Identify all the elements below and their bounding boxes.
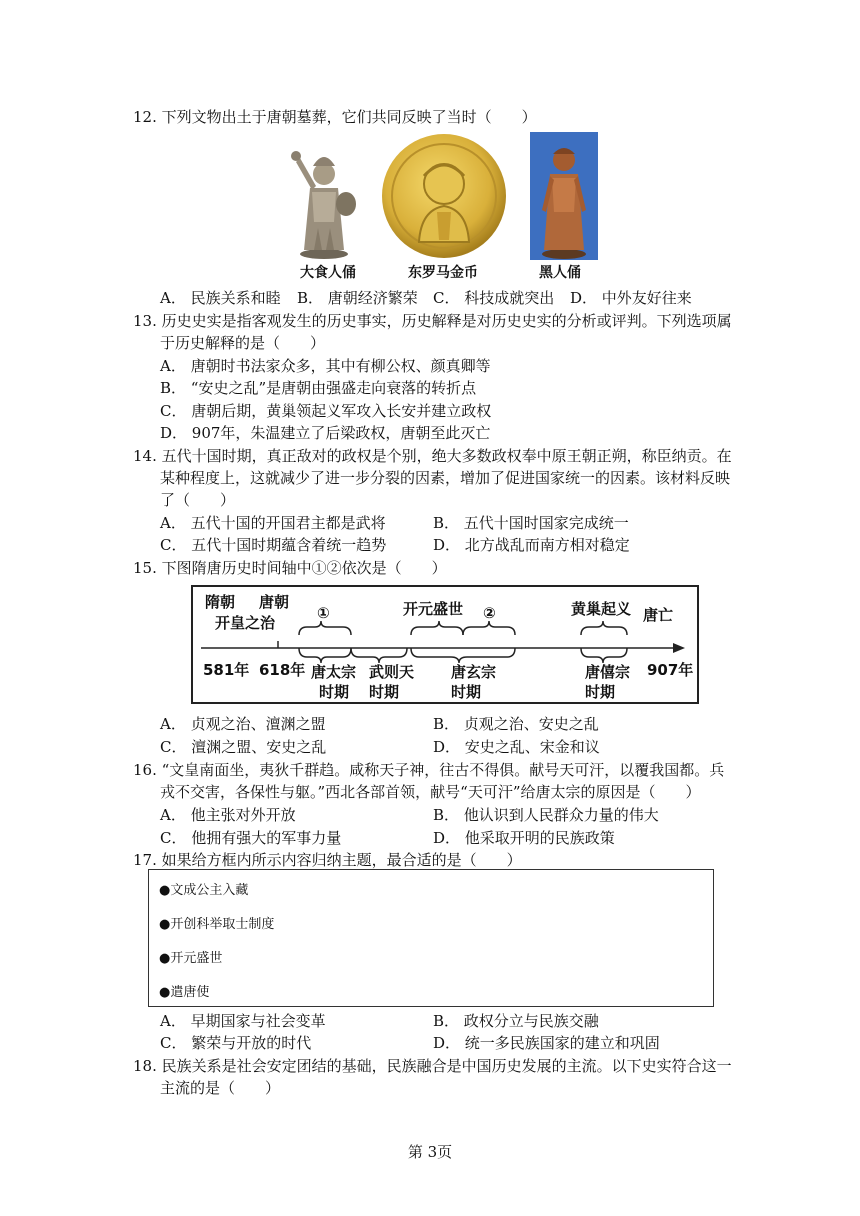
q14-stem-line3: 了（ ） — [160, 491, 236, 509]
timeline-year-907: 907年 — [647, 661, 694, 679]
q17-option-c[interactable]: C． 繁荣与开放的时代 — [160, 1034, 312, 1052]
timeline-label-xizong-period: 时期 — [585, 683, 616, 701]
timeline-label-kaihuang: 开皇之治 — [215, 614, 276, 632]
q12-option-c[interactable]: C． 科技成就突出 — [433, 289, 555, 307]
figurine-african-image — [530, 132, 598, 260]
timeline-label-wuzetian: 武则天 — [369, 663, 415, 681]
sui-tang-timeline — [191, 585, 699, 704]
timeline-label-xuanzong-period: 时期 — [451, 683, 482, 701]
q15-option-d[interactable]: D． 安史之乱、宋金和议 — [433, 738, 600, 756]
timeline-label-taizong: 唐太宗 — [311, 663, 357, 681]
timeline-label-tang: 唐朝 — [259, 593, 290, 611]
box-item-kaiyuan: ●开元盛世 — [159, 951, 223, 966]
caption-african-figurine: 黑人俑 — [539, 265, 581, 281]
q16-option-b[interactable]: B． 他认识到人民群众力量的伟大 — [433, 806, 659, 824]
timeline-label-taizong-period: 时期 — [319, 683, 350, 701]
q18-stem-line2: 主流的是（ ） — [160, 1079, 281, 1097]
q15-option-b[interactable]: B． 贞观之治、安史之乱 — [433, 715, 599, 733]
q13-option-d[interactable]: D． 907年，朱温建立了后梁政权，唐朝至此灭亡 — [160, 424, 491, 442]
timeline-label-kaiyuan: 开元盛世 — [403, 600, 464, 618]
q17-content-box — [148, 869, 714, 1007]
page-number: 第 3页 — [407, 1143, 453, 1161]
byzantine-gold-coin-image — [379, 132, 509, 260]
timeline-year-581: 581年 — [203, 661, 250, 679]
caption-gold-coin: 东罗马金币 — [408, 265, 478, 281]
q15-option-a[interactable]: A． 贞观之治、澶渊之盟 — [160, 715, 326, 733]
q16-option-d[interactable]: D． 他采取开明的民族政策 — [433, 829, 615, 847]
box-item-wencheng: ●文成公主入藏 — [159, 883, 249, 898]
timeline-label-xizong: 唐僖宗 — [585, 663, 631, 681]
q14-stem-line2: 某种程度上，这就减少了进一步分裂的因素，增加了促进国家统一的因素。该材料反映 — [160, 469, 731, 487]
q13-option-b[interactable]: B． “安史之乱”是唐朝由强盛走向衰落的转折点 — [160, 379, 477, 397]
q18-stem-line1: 18. 民族关系是社会安定团结的基础，民族融合是中国历史发展的主流。以下史实符合这一 — [133, 1057, 732, 1075]
timeline-label-xuanzong: 唐玄宗 — [451, 663, 497, 681]
q13-stem-line2: 于历史解释的是（ ） — [160, 334, 326, 352]
q17-option-b[interactable]: B． 政权分立与民族交融 — [433, 1012, 599, 1030]
caption-arab-figurine: 大食人俑 — [300, 265, 356, 281]
timeline-year-618: 618年 — [259, 661, 306, 679]
q17-stem: 17. 如果给方框内所示内容归纳主题，最合适的是（ ） — [133, 851, 522, 869]
timeline-marker-1: ① — [317, 604, 330, 622]
box-item-keju: ●开创科举取士制度 — [159, 917, 275, 932]
q14-stem-line1: 14. 五代十国时期，真正敌对的政权是个别，绝大多数政权奉中原王朝正朔，称臣纳贡。在 — [133, 447, 732, 465]
q13-option-a[interactable]: A． 唐朝时书法家众多，其中有柳公权、颜真卿等 — [160, 357, 491, 375]
q14-option-a[interactable]: A． 五代十国的开国君主都是武将 — [160, 514, 386, 532]
timeline-label-tang-end: 唐亡 — [643, 606, 674, 624]
q16-stem-line1: 16. “文皇南面坐，夷狄千群趋。咸称天子神，往古不得俱。献号天可汗，以覆我国都。兵 — [133, 761, 725, 779]
timeline-label-wuzetian-period: 时期 — [369, 683, 400, 701]
q14-option-c[interactable]: C． 五代十国时期蕴含着统一趋势 — [160, 536, 387, 554]
q12-option-d[interactable]: D． 中外友好往来 — [570, 289, 692, 307]
q12-option-b[interactable]: B． 唐朝经济繁荣 — [297, 289, 418, 307]
timeline-label-huangchao: 黄巢起义 — [571, 600, 632, 618]
figurine-arab-image — [288, 132, 362, 260]
q17-option-a[interactable]: A． 早期国家与社会变革 — [160, 1012, 326, 1030]
q16-option-a[interactable]: A． 他主张对外开放 — [160, 806, 296, 824]
q16-stem-line2: 戎不交害，各保性与躯。”西北各部首领，献号“天可汗”给唐太宗的原因是（ ） — [160, 783, 701, 801]
q17-option-d[interactable]: D． 统一多民族国家的建立和巩固 — [433, 1034, 660, 1052]
q16-option-c[interactable]: C． 他拥有强大的军事力量 — [160, 829, 342, 847]
q12-stem: 12. 下列文物出土于唐朝墓葬，它们共同反映了当时（ ） — [133, 108, 537, 126]
q15-option-c[interactable]: C． 澶渊之盟、安史之乱 — [160, 738, 327, 756]
timeline-label-sui: 隋朝 — [205, 593, 236, 611]
q14-option-b[interactable]: B． 五代十国时国家完成统一 — [433, 514, 629, 532]
q12-option-a[interactable]: A． 民族关系和睦 — [160, 289, 281, 307]
box-item-qiantangshi: ●遣唐使 — [159, 985, 210, 1000]
q14-option-d[interactable]: D． 北方战乱而南方相对稳定 — [433, 536, 630, 554]
timeline-marker-2: ② — [483, 604, 496, 622]
q15-stem: 15. 下图隋唐历史时间轴中①②依次是（ ） — [133, 559, 447, 577]
q13-option-c[interactable]: C． 唐朝后期，黄巢领起义军攻入长安并建立政权 — [160, 402, 492, 420]
q13-stem-line1: 13. 历史史实是指客观发生的历史事实，历史解释是对历史史实的分析或评判。下列选项属 — [133, 312, 732, 330]
